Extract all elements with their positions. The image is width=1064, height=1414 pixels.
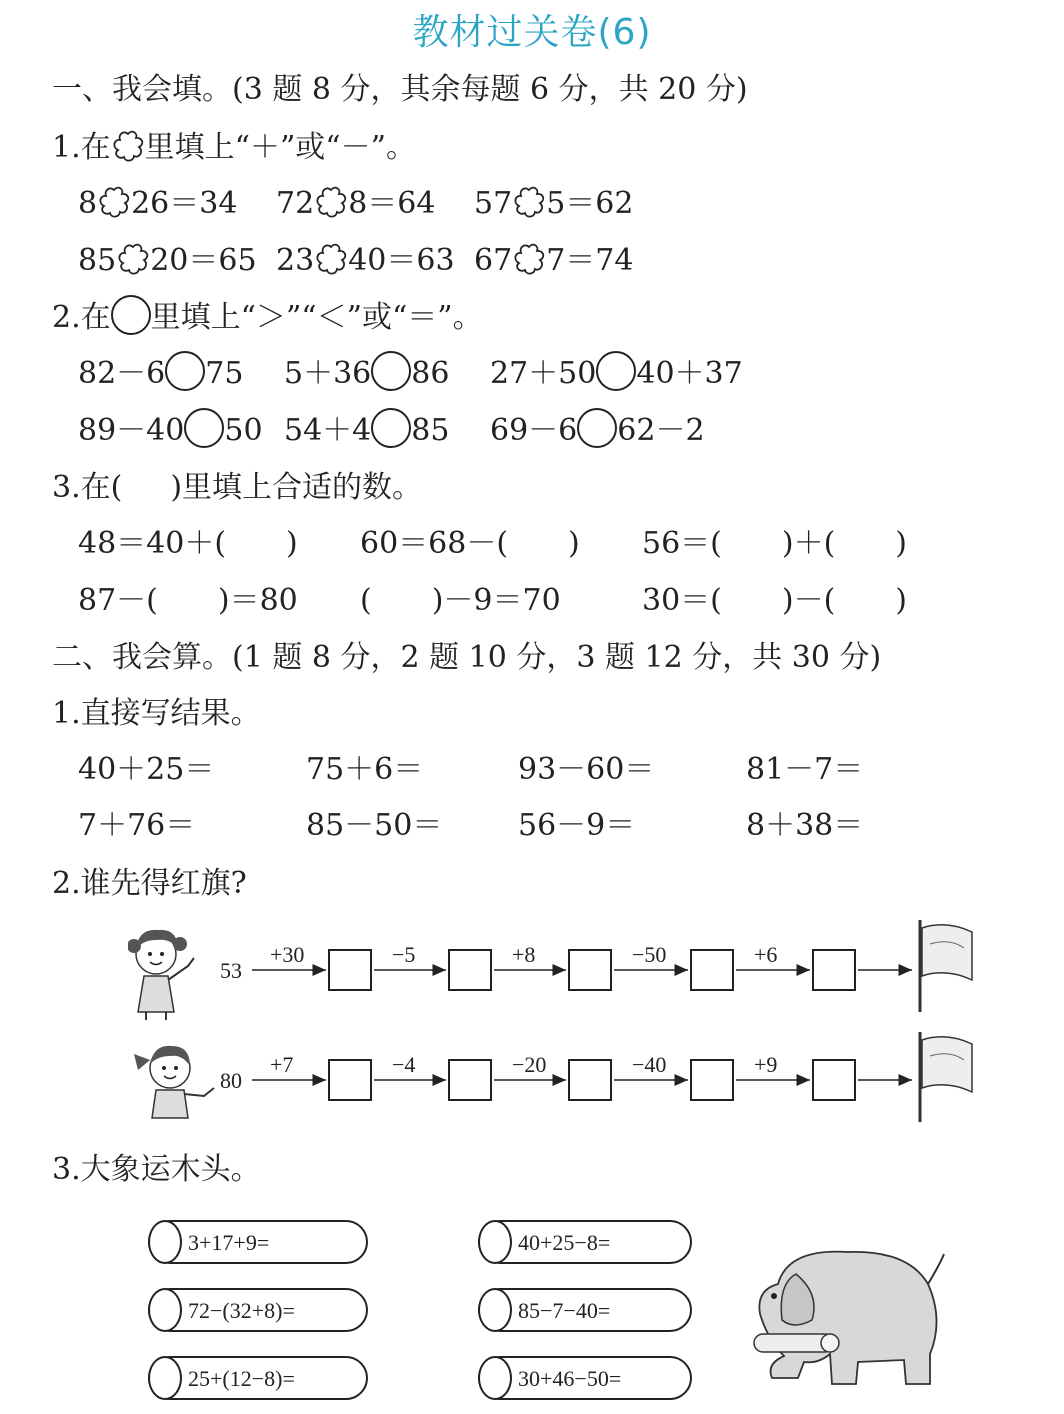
operator-item: 72 8＝64 <box>276 186 436 221</box>
elephant-icon <box>748 1244 948 1394</box>
answer-box[interactable] <box>690 949 734 991</box>
race-diagram <box>0 900 1064 1130</box>
compare-item: 27＋50 40＋37 <box>490 348 743 392</box>
log-item[interactable]: 3+17+9= <box>148 1220 368 1264</box>
section-heading-2: 二、我会算。(1 题 8 分，2 题 10 分，3 题 12 分，共 30 分) <box>52 640 882 675</box>
race-op-label: −20 <box>512 1052 547 1077</box>
log-end-icon <box>148 1220 182 1264</box>
question-1-2: 2.在 里填上“＞”“＜”或“＝”。 <box>52 292 483 336</box>
fill-item[interactable]: 60＝68－( ) <box>360 526 580 561</box>
log-end-icon <box>478 1220 512 1264</box>
circle-blank-icon[interactable] <box>184 408 224 448</box>
circle-blank-icon[interactable] <box>577 408 617 448</box>
race-op-label: −5 <box>392 942 416 967</box>
fill-item[interactable]: 30＝( )－( ) <box>642 583 907 618</box>
answer-box[interactable] <box>812 949 856 991</box>
compare-item: 89－40 50 <box>78 405 263 449</box>
question-1-1: 1.在 里填上“＋”或“－”。 <box>52 130 416 165</box>
log-item[interactable]: 72−(32+8)= <box>148 1288 368 1332</box>
race-op-label: +9 <box>754 1052 778 1077</box>
calc-item[interactable]: 93－60＝ <box>518 752 655 787</box>
answer-box[interactable] <box>328 1059 372 1101</box>
circle-blank-icon[interactable] <box>165 351 205 391</box>
circle-blank-icon[interactable] <box>371 351 411 391</box>
race-op-label: +7 <box>270 1052 294 1077</box>
log-item[interactable]: 85−7−40= <box>478 1288 692 1332</box>
log-item[interactable]: 25+(12−8)= <box>148 1356 368 1400</box>
race-op-label: −4 <box>392 1052 416 1077</box>
race-op-label: +30 <box>270 942 305 967</box>
answer-box[interactable] <box>328 949 372 991</box>
circle-blank-icon[interactable] <box>596 351 636 391</box>
log-end-icon <box>148 1356 182 1400</box>
log-end-icon <box>478 1356 512 1400</box>
question-2-3: 3.大象运木头。 <box>52 1152 261 1187</box>
fill-item[interactable]: 87－( )＝80 <box>78 583 298 618</box>
race-op-label: −40 <box>632 1052 667 1077</box>
fill-item[interactable]: 48＝40＋( ) <box>78 526 298 561</box>
red-flag-icon <box>920 920 972 1012</box>
flower-blank-icon <box>111 129 145 163</box>
race-op-label: +8 <box>512 942 536 967</box>
section-heading-1: 一、我会填。(3 题 8 分，其余每题 6 分，共 20 分) <box>52 72 748 107</box>
flower-blank-icon[interactable] <box>97 185 131 219</box>
circle-blank-icon <box>111 295 151 335</box>
red-flag-icon <box>920 1032 972 1122</box>
race-op-label: +6 <box>754 942 778 967</box>
log-item[interactable]: 40+25−8= <box>478 1220 692 1264</box>
answer-box[interactable] <box>448 949 492 991</box>
operator-item: 23 40＝63 <box>276 243 455 278</box>
answer-box[interactable] <box>568 1059 612 1101</box>
calc-item[interactable]: 75＋6＝ <box>306 752 424 787</box>
calc-item[interactable]: 8＋38＝ <box>746 808 864 843</box>
fill-item[interactable]: 56＝( )＋( ) <box>642 526 907 561</box>
operator-item: 57 5＝62 <box>474 186 634 221</box>
log-item[interactable]: 30+46−50= <box>478 1356 692 1400</box>
flower-blank-icon[interactable] <box>116 242 150 276</box>
race-op-label: −50 <box>632 942 667 967</box>
race-2-start: 80 <box>220 1068 242 1093</box>
compare-item: 54＋4 85 <box>284 405 449 449</box>
log-end-icon <box>478 1288 512 1332</box>
operator-item: 67 7＝74 <box>474 243 634 278</box>
question-2-1: 1.直接写结果。 <box>52 696 261 731</box>
calc-item[interactable]: 56－9＝ <box>518 808 636 843</box>
flower-blank-icon[interactable] <box>512 185 546 219</box>
compare-item: 82－6 75 <box>78 348 243 392</box>
compare-item: 5＋36 86 <box>284 348 449 392</box>
answer-box[interactable] <box>690 1059 734 1101</box>
compare-item: 69－6 62－2 <box>490 405 705 449</box>
question-1-3: 3.在( )里填上合适的数。 <box>52 470 423 505</box>
answer-box[interactable] <box>812 1059 856 1101</box>
answer-box[interactable] <box>568 949 612 991</box>
operator-item: 85 20＝65 <box>78 243 257 278</box>
calc-item[interactable]: 40＋25＝ <box>78 752 215 787</box>
log-end-icon <box>148 1288 182 1332</box>
fill-item[interactable]: ( )－9＝70 <box>360 583 561 618</box>
calc-item[interactable]: 85－50＝ <box>306 808 443 843</box>
page-title: 教材过关卷(6) <box>412 12 652 53</box>
answer-box[interactable] <box>448 1059 492 1101</box>
race-1-start: 53 <box>220 958 242 983</box>
flower-blank-icon[interactable] <box>512 242 546 276</box>
flower-blank-icon[interactable] <box>314 242 348 276</box>
flower-blank-icon[interactable] <box>314 185 348 219</box>
calc-item[interactable]: 7＋76＝ <box>78 808 196 843</box>
circle-blank-icon[interactable] <box>371 408 411 448</box>
question-2-2: 2.谁先得红旗? <box>52 866 247 901</box>
calc-item[interactable]: 81－7＝ <box>746 752 864 787</box>
operator-item: 8 26＝34 <box>78 186 238 221</box>
